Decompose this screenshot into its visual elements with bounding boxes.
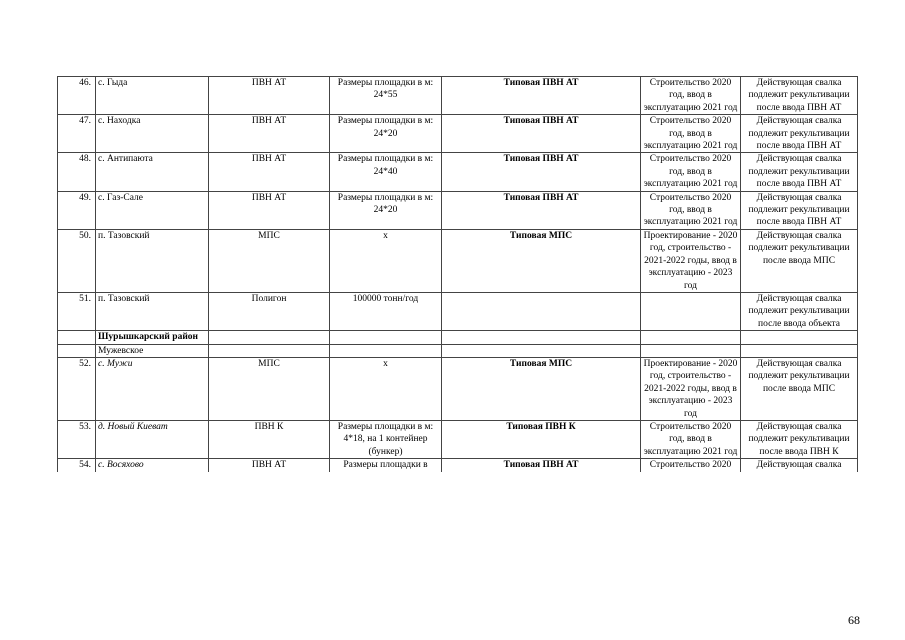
construction-status: Строительство 2020 год, ввод в эксплуатацию 2021 год <box>641 153 741 191</box>
construction-status: Строительство 2020 год, ввод в эксплуатацию 2021 год <box>641 420 741 458</box>
settlement-name: с. Восяхово <box>96 459 209 472</box>
construction-status: Проектирование - 2020 год, строительство - 2021-2022 годы, ввод в эксплуатацию - 2023 год <box>641 229 741 292</box>
construction-status <box>641 292 741 330</box>
row-number: 51. <box>58 292 96 330</box>
settlement-name: с. Антипаюта <box>96 153 209 191</box>
landfill-note: Действующая свалка подлежит рекультивации после ввода ПВН К <box>741 420 858 458</box>
row-number: 54. <box>58 459 96 472</box>
typical-project <box>442 292 641 330</box>
row-number: 47. <box>58 115 96 153</box>
construction-status: Строительство 2020 год, ввод в эксплуатацию 2021 год <box>641 115 741 153</box>
typical-project: Типовая ПВН АТ <box>442 459 641 472</box>
table-row <box>58 459 858 472</box>
subsection-title: Мужевское <box>96 344 209 357</box>
row-number: 48. <box>58 153 96 191</box>
settlements-table <box>57 76 858 472</box>
site-size: Размеры площадки в м: 24*40 <box>330 153 442 191</box>
facility-type: Полигон <box>209 292 330 330</box>
section-title: Шурышкарский район <box>96 331 209 344</box>
landfill-note: Действующая свалка подлежит рекультивации после ввода МПС <box>741 229 858 292</box>
typical-project: Типовая ПВН АТ <box>442 191 641 229</box>
site-size: Размеры площадки в м: 24*55 <box>330 77 442 115</box>
site-size: Размеры площадки в м: 24*20 <box>330 115 442 153</box>
facility-type: МПС <box>209 357 330 420</box>
section-row <box>58 331 858 344</box>
facility-type: ПВН АТ <box>209 459 330 472</box>
table-row <box>58 115 858 153</box>
site-size: Размеры площадки в м: 4*18, на 1 контейнер (бункер) <box>330 420 442 458</box>
table-row <box>58 191 858 229</box>
landfill-note: Действующая свалка подлежит рекультивации после ввода ПВН АТ <box>741 115 858 153</box>
row-number: 49. <box>58 191 96 229</box>
settlement-name: п. Тазовский <box>96 292 209 330</box>
table-row <box>58 357 858 420</box>
landfill-note: Действующая свалка подлежит рекультивации после ввода МПС <box>741 357 858 420</box>
settlement-name: д. Новый Киеват <box>96 420 209 458</box>
row-number: 52. <box>58 357 96 420</box>
site-size: х <box>330 357 442 420</box>
facility-type: ПВН АТ <box>209 153 330 191</box>
facility-type: ПВН АТ <box>209 191 330 229</box>
typical-project: Типовая ПВН К <box>442 420 641 458</box>
landfill-note: Действующая свалка подлежит рекультивации после ввода ПВН АТ <box>741 191 858 229</box>
typical-project: Типовая ПВН АТ <box>442 77 641 115</box>
row-number: 53. <box>58 420 96 458</box>
construction-status: Строительство 2020 год, ввод в эксплуатацию 2021 год <box>641 191 741 229</box>
typical-project: Типовая ПВН АТ <box>442 153 641 191</box>
settlement-name: с. Газ-Сале <box>96 191 209 229</box>
typical-project: Типовая МПС <box>442 229 641 292</box>
facility-type: ПВН К <box>209 420 330 458</box>
table-row <box>58 77 858 115</box>
table-row <box>58 420 858 458</box>
landfill-note: Действующая свалка подлежит рекультивации после ввода объекта <box>741 292 858 330</box>
row-number: 46. <box>58 77 96 115</box>
page-number: 68 <box>848 613 860 627</box>
subsection-row <box>58 344 858 357</box>
landfill-note: Действующая свалка подлежит рекультивации после ввода ПВН АТ <box>741 153 858 191</box>
site-size: х <box>330 229 442 292</box>
site-size: Размеры площадки в м: 24*20 <box>330 191 442 229</box>
facility-type: ПВН АТ <box>209 115 330 153</box>
site-size: Размеры площадки в <box>330 459 442 472</box>
construction-status: Строительство 2020 <box>641 459 741 472</box>
settlement-name: п. Тазовский <box>96 229 209 292</box>
landfill-note: Действующая свалка подлежит рекультивации после ввода ПВН АТ <box>741 77 858 115</box>
settlement-name: с. Гыда <box>96 77 209 115</box>
construction-status: Проектирование - 2020 год, строительство - 2021-2022 годы, ввод в эксплуатацию - 2023 год <box>641 357 741 420</box>
facility-type: МПС <box>209 229 330 292</box>
table-row <box>58 229 858 292</box>
site-size: 100000 тонн/год <box>330 292 442 330</box>
construction-status: Строительство 2020 год, ввод в эксплуатацию 2021 год <box>641 77 741 115</box>
row-number: 50. <box>58 229 96 292</box>
typical-project: Типовая ПВН АТ <box>442 115 641 153</box>
settlement-name: с. Мужи <box>96 357 209 420</box>
settlement-name: с. Находка <box>96 115 209 153</box>
typical-project: Типовая МПС <box>442 357 641 420</box>
facility-type: ПВН АТ <box>209 77 330 115</box>
landfill-note: Действующая свалка <box>741 459 858 472</box>
table-row <box>58 153 858 191</box>
table-row <box>58 292 858 330</box>
